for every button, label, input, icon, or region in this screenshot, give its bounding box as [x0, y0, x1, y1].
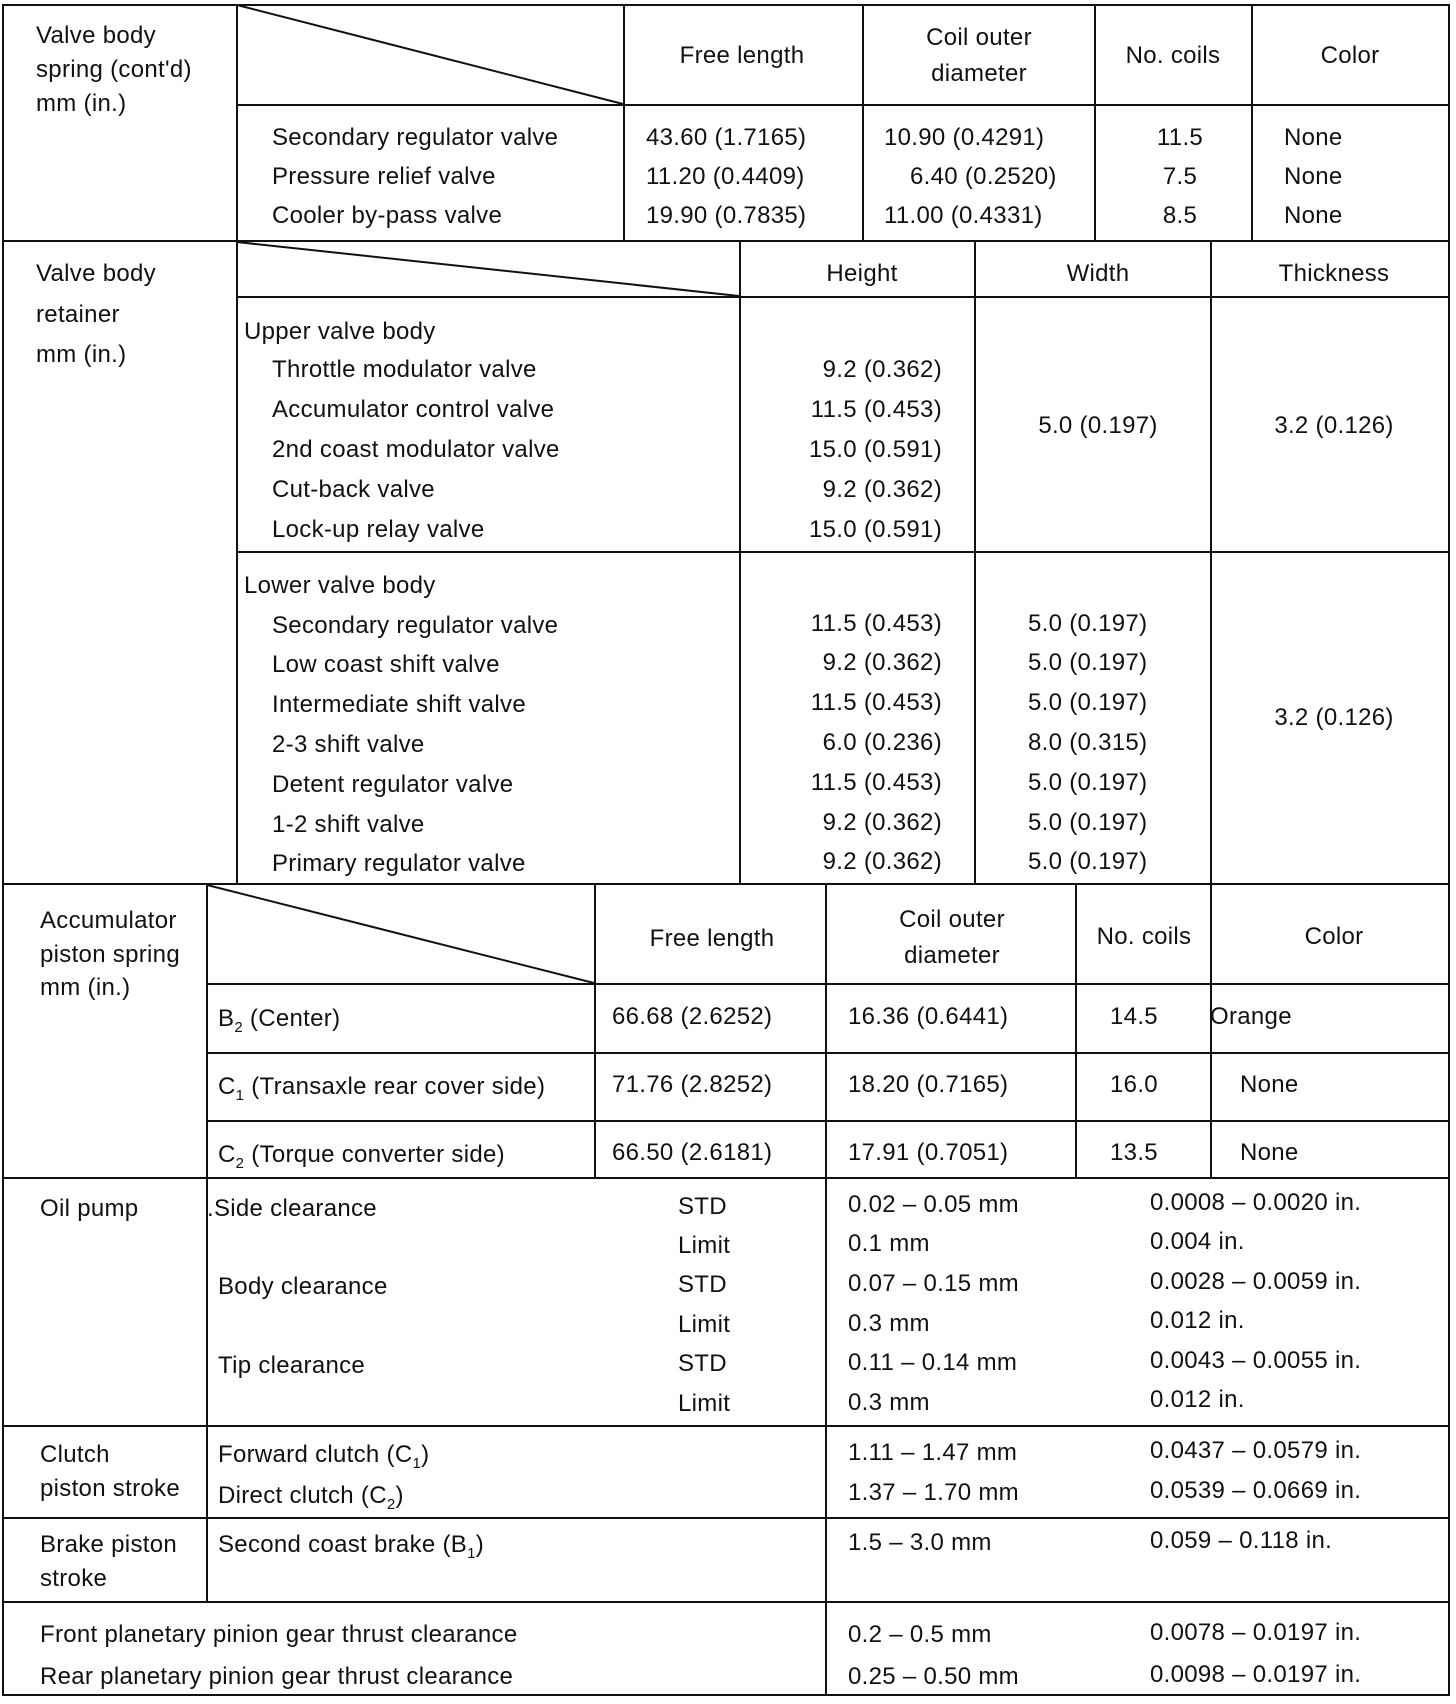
row-label: Lock-up relay valve [272, 516, 485, 543]
color-value: None [1240, 1139, 1299, 1166]
cell: 0.0028 – 0.0059 in. [1150, 1268, 1362, 1295]
row-label: Pressure relief valve [272, 163, 496, 190]
cell: 11.5 (0.453) [810, 769, 942, 796]
cell: 66.68 (2.6252) [612, 1003, 773, 1030]
row-label: Primary regulator valve [272, 850, 526, 877]
cell: 0.0078 – 0.0197 in. [1150, 1619, 1362, 1646]
group-title: Upper valve body [244, 318, 436, 345]
row-label: Intermediate shift valve [272, 691, 526, 718]
section-label: Front planetary pinion gear thrust clearance [40, 1621, 518, 1648]
cell: 11.5 (0.453) [810, 396, 942, 423]
cell: 9.2 (0.362) [822, 476, 942, 503]
cell: 0.012 in. [1150, 1307, 1245, 1334]
column-header: Free length [649, 925, 775, 952]
cell: 0.059 – 0.118 in. [1150, 1527, 1333, 1554]
group-title: Lower valve body [244, 572, 436, 599]
cell: 66.50 (2.6181) [612, 1139, 773, 1166]
section-label: Accumulator [40, 907, 177, 934]
cell: 7.5 [1162, 163, 1198, 190]
row-label: Cooler by-pass valve [272, 202, 503, 229]
cell: 0.3 mm [848, 1310, 930, 1337]
row-label: $B_2$ (Center) [218, 1005, 341, 1036]
cell: 0.0098 – 0.0197 in. [1150, 1661, 1362, 1688]
column-header: Width [1066, 260, 1130, 287]
cell: 15.0 (0.591) [808, 516, 942, 543]
cell: 16.36 (0.6441) [848, 1003, 1009, 1030]
column-header: No. coils [1096, 923, 1192, 950]
cell: 5.0 (0.197) [1028, 649, 1148, 676]
row-label: Secondary regulator valve [272, 124, 559, 151]
color-value: None [1240, 1071, 1299, 1098]
cell: 3.2 (0.126) [1274, 412, 1394, 439]
cell: 71.76 (2.8252) [612, 1071, 773, 1098]
column-header: Coil outer [926, 24, 1032, 51]
column-header: Free length [679, 42, 805, 69]
column-header: diameter [931, 60, 1027, 87]
cell: 1.5 – 3.0 mm [848, 1529, 992, 1556]
row-label: Tip clearance [218, 1352, 366, 1379]
cell: 11.5 (0.453) [810, 689, 942, 716]
cell: 1.37 – 1.70 mm [848, 1479, 1019, 1506]
row-label: $C_1$ (Transaxle rear cover side) [218, 1073, 546, 1104]
diagonal-line [207, 885, 594, 983]
cell: 0.3 mm [848, 1389, 930, 1416]
cell: 11.20 (0.4409) [646, 163, 805, 190]
section-label: Oil pump [40, 1195, 139, 1222]
column-header: Thickness [1278, 260, 1390, 287]
row-label: Second coast brake $(B_1)$ [218, 1531, 485, 1562]
row-label: 1-2 shift valve [272, 811, 425, 838]
cell: Limit [678, 1232, 731, 1259]
section-label: Rear planetary pinion gear thrust clearance [40, 1663, 514, 1690]
section-label: Brake piston [40, 1531, 178, 1558]
section-label: piston spring [40, 941, 180, 968]
cell: 0.1 mm [848, 1230, 930, 1257]
row-label: Direct clutch $(C_2)$ [218, 1482, 404, 1513]
cell: 9.2 (0.362) [822, 649, 942, 676]
cell: 6.0 (0.236) [822, 729, 942, 756]
column-header: Color [1320, 42, 1380, 69]
section-label: mm (in.) [36, 341, 127, 368]
cell: None [1284, 124, 1343, 151]
row-label: Body clearance [218, 1273, 388, 1300]
section-label: piston stroke [40, 1475, 180, 1502]
diagonal-line [237, 5, 623, 104]
cell: 0.0437 – 0.0579 in. [1150, 1437, 1362, 1464]
column-header: No. coils [1125, 42, 1221, 69]
cell: 9.2 (0.362) [822, 848, 942, 875]
column-header: Height [826, 260, 898, 287]
cell: 0.004 in. [1150, 1228, 1245, 1255]
cell: 43.60 (1.7165) [646, 124, 807, 151]
cell: 11.00 (0.4331) [884, 202, 1043, 229]
cell: 0.25 – 0.50 mm [848, 1663, 1019, 1690]
cell: STD [678, 1350, 727, 1377]
cell: STD [678, 1271, 727, 1298]
cell: 5.0 (0.197) [1038, 412, 1158, 439]
section-label: Valve body [36, 260, 156, 287]
cell: 5.0 (0.197) [1028, 689, 1148, 716]
section-label: stroke [40, 1565, 108, 1592]
cell: None [1284, 202, 1343, 229]
section-label: Clutch [40, 1441, 110, 1468]
row-label: Low coast shift valve [272, 651, 500, 678]
row-label: Cut-back valve [272, 476, 435, 503]
cell: 0.02 – 0.05 mm [848, 1191, 1019, 1218]
cell: 1.11 – 1.47 mm [848, 1439, 1018, 1466]
cell: 10.90 (0.4291) [884, 124, 1045, 151]
row-label: Forward clutch $(C_1)$ [218, 1441, 430, 1472]
cell: 0.0008 – 0.0020 in. [1150, 1189, 1362, 1216]
cell: 11.5 [1156, 124, 1204, 151]
diagonal-line [237, 242, 739, 296]
cell: 5.0 (0.197) [1028, 769, 1148, 796]
cell: 15.0 (0.591) [808, 436, 942, 463]
cell: None [1284, 163, 1343, 190]
cell: Limit [678, 1390, 731, 1417]
cell: 18.20 (0.7165) [848, 1071, 1009, 1098]
section-label: mm (in.) [36, 90, 127, 117]
cell: 0.11 – 0.14 mm [848, 1349, 1018, 1376]
section-label: Valve body [36, 22, 156, 49]
row-label: 2-3 shift valve [272, 731, 425, 758]
row-label: Detent regulator valve [272, 771, 514, 798]
cell: 8.5 [1162, 202, 1198, 229]
cell: 0.2 – 0.5 mm [848, 1621, 992, 1648]
column-header: diameter [904, 942, 1000, 969]
column-header: Color [1304, 923, 1364, 950]
color-value: Orange [1210, 1003, 1292, 1030]
cell: 3.2 (0.126) [1274, 704, 1394, 731]
cell: 11.5 (0.453) [810, 610, 942, 637]
cell: 6.40 (0.2520) [910, 163, 1057, 190]
column-header: Coil outer [899, 906, 1005, 933]
cell: 9.2 (0.362) [822, 356, 942, 383]
section-label: retainer [36, 301, 120, 328]
cell: 0.07 – 0.15 mm [848, 1270, 1019, 1297]
row-label: Throttle modulator valve [272, 356, 537, 383]
cell: 0.0539 – 0.0669 in. [1150, 1477, 1362, 1504]
cell: 9.2 (0.362) [822, 809, 942, 836]
row-label: .Side clearance [207, 1195, 377, 1222]
cell: 16.0 [1110, 1071, 1158, 1098]
cell: 13.5 [1110, 1139, 1158, 1166]
cell: 0.012 in. [1150, 1386, 1245, 1413]
cell: 0.0043 – 0.0055 in. [1150, 1347, 1362, 1374]
cell: 5.0 (0.197) [1028, 809, 1148, 836]
cell: 19.90 (0.7835) [646, 202, 807, 229]
cell: 5.0 (0.197) [1028, 610, 1148, 637]
cell: 5.0 (0.197) [1028, 848, 1148, 875]
section-label: spring (cont'd) [36, 56, 192, 83]
cell: 17.91 (0.7051) [848, 1139, 1009, 1166]
section-label: mm (in.) [40, 974, 131, 1001]
row-label: $C_2$ (Torque converter side) [218, 1141, 505, 1172]
cell: STD [678, 1193, 727, 1220]
row-label: 2nd coast modulator valve [272, 436, 560, 463]
cell: Limit [678, 1311, 731, 1338]
row-label: Secondary regulator valve [272, 612, 559, 639]
cell: 14.5 [1110, 1003, 1158, 1030]
row-label: Accumulator control valve [272, 396, 555, 423]
cell: 8.0 (0.315) [1028, 729, 1148, 756]
